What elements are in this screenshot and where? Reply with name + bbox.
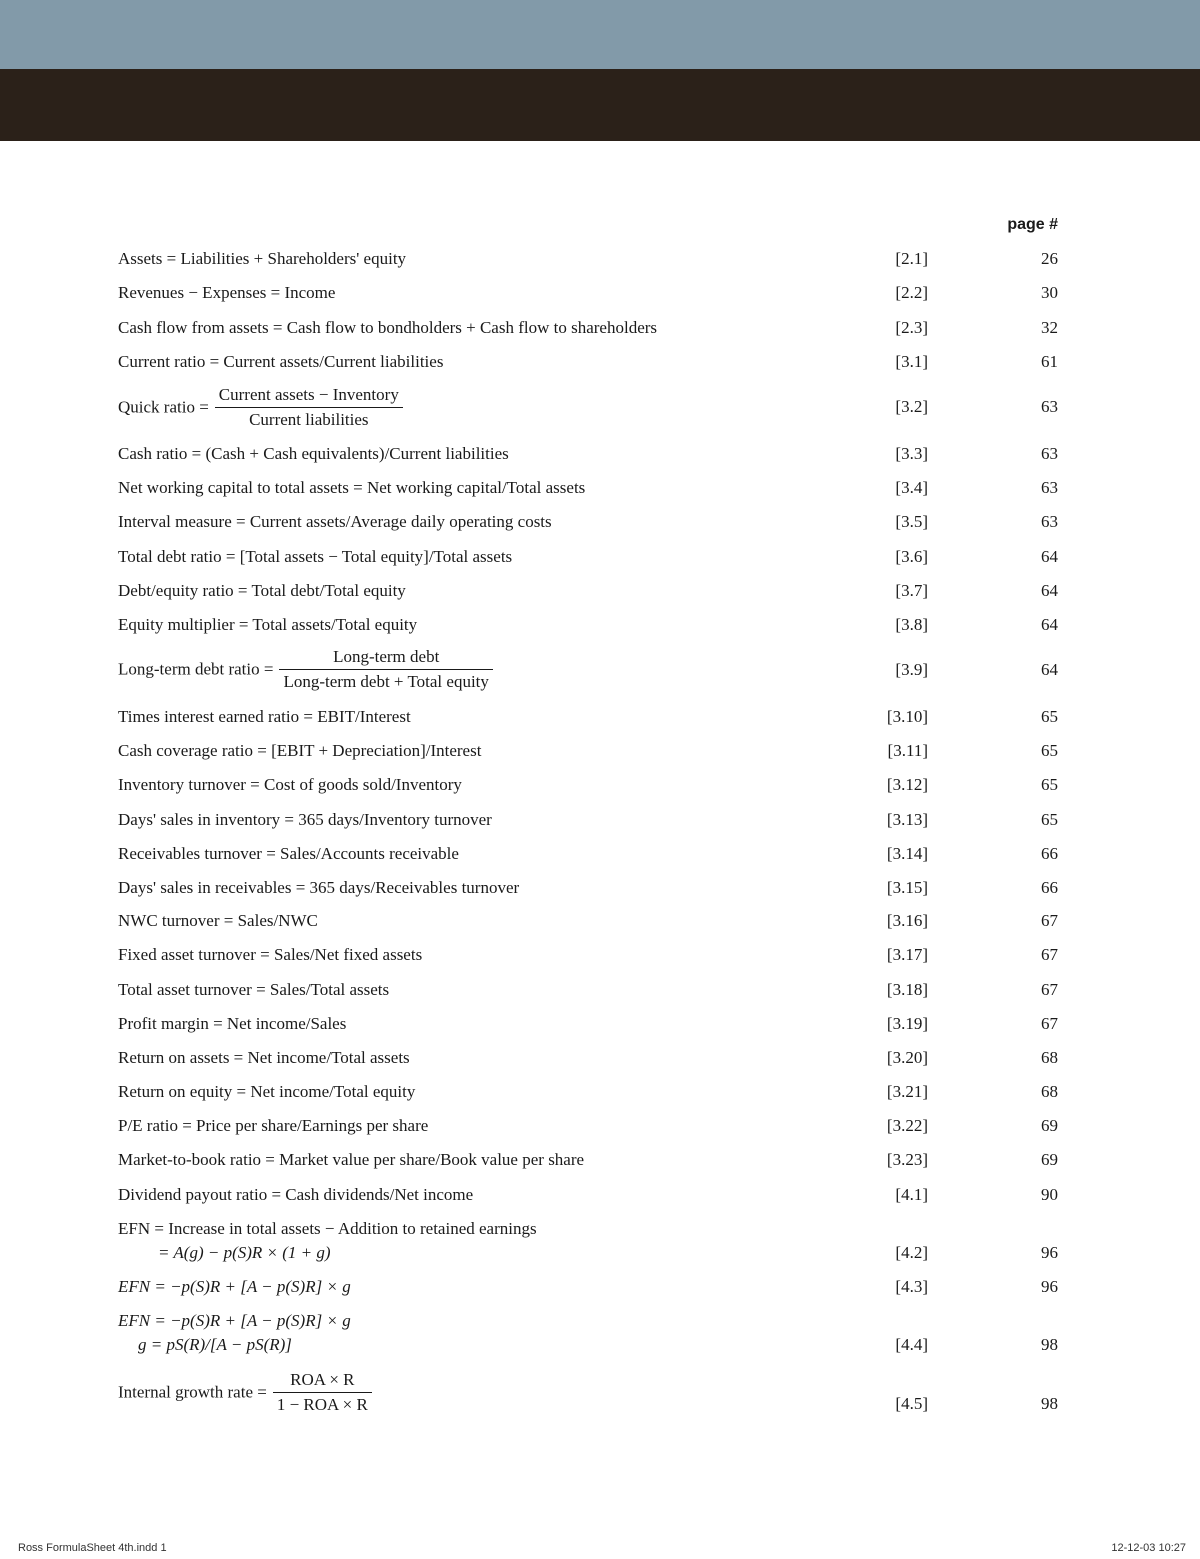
page-number: 96 [1041, 1243, 1058, 1262]
formula-fraction [118, 384, 403, 431]
page-number: 67 [1041, 1014, 1058, 1033]
formula-text: NWC turnover = Sales/NWC [118, 911, 318, 930]
formula-label: Internal growth rate = [118, 1382, 267, 1402]
formula-text: P/E ratio = Price per share/Earnings per share [118, 1116, 429, 1135]
formula-text: Dividend payout ratio = Cash dividends/Net income [118, 1185, 474, 1204]
formula-text: Total debt ratio = [Total assets − Total equity]/Total assets [118, 547, 513, 566]
fraction-denominator: Long-term debt + Total equity [283, 672, 489, 691]
page-number: 98 [1041, 1394, 1058, 1413]
formula-fraction [118, 1369, 372, 1416]
formula-text: EFN = −p(S)R + [A − p(S)R] × g [118, 1311, 351, 1330]
page-number: 30 [1041, 283, 1058, 302]
equation-number: [3.5] [895, 512, 928, 531]
equation-number: [3.3] [895, 444, 928, 463]
page-column-header: page # [1007, 216, 1058, 233]
page-number: 67 [1041, 945, 1058, 964]
formula-text: Times interest earned ratio = EBIT/Interest [118, 707, 411, 726]
formula-text: Revenues − Expenses = Income [118, 283, 336, 302]
formula-text: EFN = −p(S)R + [A − p(S)R] × g [118, 1277, 351, 1296]
fraction-numerator: Current assets − Inventory [215, 384, 403, 408]
page-number: 67 [1041, 911, 1058, 930]
formula-fraction [118, 646, 493, 693]
equation-number: [3.6] [895, 547, 928, 566]
page-number: 69 [1041, 1150, 1058, 1169]
formula-text: Debt/equity ratio = Total debt/Total equity [118, 581, 406, 600]
formula-text: EFN = Increase in total assets − Addition to retained earnings [118, 1219, 537, 1238]
equation-number: [3.12] [886, 775, 928, 794]
formula-continuation: = A(g) − p(S)R × (1 + g) [158, 1243, 331, 1262]
equation-number: [3.10] [886, 707, 928, 726]
page-number: 65 [1041, 741, 1058, 760]
formula-text: Interval measure = Current assets/Average daily operating costs [118, 512, 552, 531]
footer-file-label: Ross FormulaSheet 4th.indd 1 [18, 1542, 167, 1554]
fraction [273, 1369, 372, 1416]
title-band [0, 69, 1200, 199]
page-number: 64 [1041, 547, 1058, 566]
page-number: 63 [1041, 444, 1058, 463]
formula-text: Receivables turnover = Sales/Accounts receivable [118, 844, 459, 863]
page-number: 67 [1041, 980, 1058, 999]
page-number: 26 [1041, 249, 1058, 268]
equation-number: [3.23] [886, 1150, 928, 1169]
equation-number: [3.18] [886, 980, 928, 999]
equation-number: [2.2] [895, 283, 928, 302]
equation-number: [4.5] [895, 1394, 928, 1413]
page-number: 96 [1041, 1277, 1058, 1296]
formula-text: Equity multiplier = Total assets/Total equity [118, 615, 418, 634]
equation-number: [4.2] [895, 1243, 928, 1262]
equation-number: [3.13] [886, 810, 928, 829]
page-number: 64 [1041, 615, 1058, 634]
formula-text: Cash coverage ratio = [EBIT + Depreciation]/Interest [118, 741, 482, 760]
page-number: 98 [1041, 1335, 1058, 1354]
formula-text: Fixed asset turnover = Sales/Net fixed assets [118, 945, 423, 964]
formula-text: Days' sales in inventory = 365 days/Inventory turnover [118, 810, 492, 829]
page-number: 32 [1041, 318, 1058, 337]
formula-text: Assets = Liabilities + Shareholders' equity [118, 249, 407, 268]
equation-number: [3.17] [886, 945, 928, 964]
formula-text: Return on assets = Net income/Total assets [118, 1048, 410, 1067]
fraction-numerator: ROA × R [273, 1369, 372, 1393]
formula-text: Profit margin = Net income/Sales [118, 1014, 347, 1033]
equation-number: [3.2] [895, 397, 928, 416]
formula-text: Market-to-book ratio = Market value per share/Book value per share [118, 1150, 585, 1169]
equation-number: [3.4] [895, 478, 928, 497]
page-number: 69 [1041, 1116, 1058, 1135]
fraction-denominator: 1 − ROA × R [276, 1395, 368, 1414]
page-number: 64 [1041, 581, 1058, 600]
equation-number: [3.22] [886, 1116, 928, 1135]
formula-text: Return on equity = Net income/Total equity [118, 1082, 416, 1101]
page-number: 66 [1041, 878, 1058, 897]
equation-number: [3.7] [895, 581, 928, 600]
page-number: 65 [1041, 775, 1058, 794]
page-number: 64 [1041, 660, 1058, 679]
equation-number: [2.1] [895, 249, 928, 268]
page-number: 61 [1041, 352, 1058, 371]
formula-text: Inventory turnover = Cost of goods sold/Inventory [118, 775, 462, 794]
equation-number: [3.14] [886, 844, 928, 863]
page-title: Formula Sheet [118, 154, 379, 199]
page-number: 63 [1041, 397, 1058, 416]
fraction-numerator: Long-term debt [279, 646, 492, 670]
formula-text: Net working capital to total assets = Net working capital/Total assets [118, 478, 586, 497]
formula-text: Cash flow from assets = Cash flow to bondholders + Cash flow to shareholders [118, 318, 658, 337]
equation-number: [4.1] [895, 1185, 928, 1204]
formula-label: Long-term debt ratio = [118, 659, 274, 679]
equation-number: [3.20] [886, 1048, 928, 1067]
footer-timestamp: 12-12-03 10:27 [1111, 1542, 1186, 1554]
equation-number: [3.9] [895, 660, 928, 679]
equation-number: [4.3] [895, 1277, 928, 1296]
page-number: 90 [1041, 1185, 1058, 1204]
fraction-denominator: Current liabilities [249, 410, 369, 429]
page-number: 68 [1041, 1048, 1058, 1067]
formula-continuation: g = pS(R)/[A − pS(R)] [138, 1335, 292, 1354]
equation-number: [3.21] [886, 1082, 928, 1101]
formula-text: Days' sales in receivables = 365 days/Receivables turnover [118, 878, 520, 897]
page-number: 68 [1041, 1082, 1058, 1101]
page-number: 63 [1041, 478, 1058, 497]
equation-number: [3.11] [887, 741, 928, 760]
formula-label: Quick ratio = [118, 397, 209, 417]
equation-number: [4.4] [895, 1335, 928, 1354]
page-number: 65 [1041, 810, 1058, 829]
fraction [215, 384, 403, 431]
equation-number: [3.8] [895, 615, 928, 634]
equation-number: [3.16] [886, 911, 928, 930]
page-number: 63 [1041, 512, 1058, 531]
page-number: 65 [1041, 707, 1058, 726]
equation-number: [3.1] [895, 352, 928, 371]
formula-text: Total asset turnover = Sales/Total assets [118, 980, 390, 999]
equation-number: [2.3] [895, 318, 928, 337]
fraction [279, 646, 492, 693]
formula-text: Cash ratio = (Cash + Cash equivalents)/Current liabilities [118, 444, 509, 463]
equation-number: [3.19] [886, 1014, 928, 1033]
page-number: 66 [1041, 844, 1058, 863]
formula-text: Current ratio = Current assets/Current liabilities [118, 352, 444, 371]
equation-number: [3.15] [886, 878, 928, 897]
top-band [0, 0, 1200, 69]
